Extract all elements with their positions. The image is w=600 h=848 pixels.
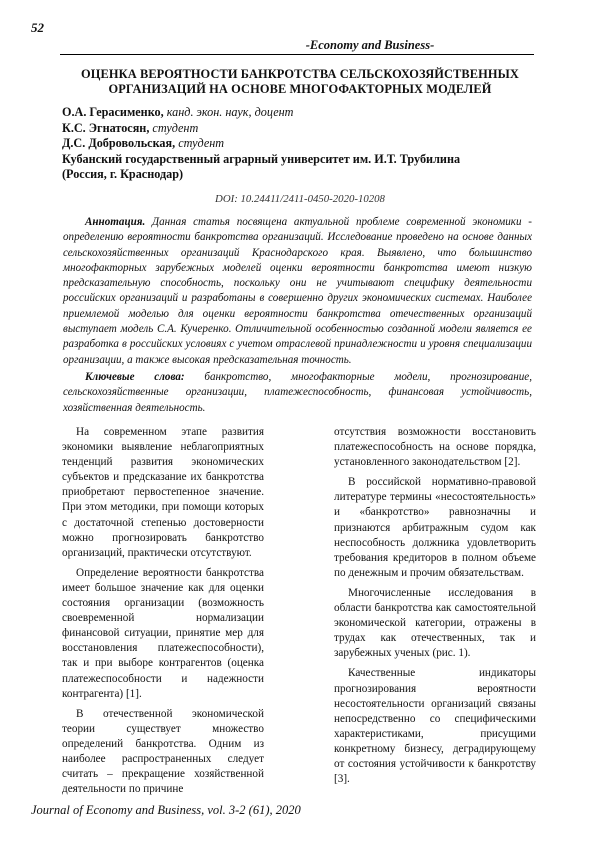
author-3: [62, 136, 560, 152]
affiliation-line-2: (Россия, г. Краснодар): [62, 167, 184, 182]
right-column: [334, 425, 536, 786]
page-number: 52: [31, 20, 44, 35]
paragraph: В российской нормативно-правовой литературе термины «несостоятельность» и «банкротство» равнозначны и признаются арбитражным судом как неспособность должника удовлетворить требования кредиторов в полном объеме по денежным и прочим обязательствам.: [334, 476, 536, 579]
author-name: О.А. Герасименко,: [62, 105, 164, 119]
header-rule: [60, 54, 534, 55]
title-line-1: ОЦЕНКА ВЕРОЯТНОСТИ БАНКРОТСТВА СЕЛЬСКОХОЗЯЙСТВЕННЫХ: [81, 67, 519, 81]
paragraph: На современном этапе развития экономики выявление неблагоприятных тенденций развития экономических субъектов и предсказание их банкротства приобретают первостепенное значение. При этом методики, при помощи которых с достаточной степенью достоверности можно прогнозировать банкротство организаций, практически отсутствуют.: [62, 426, 264, 559]
author-1: [62, 105, 560, 121]
affiliation-line-1: Кубанский государственный аграрный университет им. И.Т. Трубилина: [62, 151, 461, 166]
paragraph: Качественные индикаторы прогнозирования вероятности несостоятельности организаций связаны непосредственно со специфическими характеристиками, присущими конкретному бизнесу, деградирующему от состояния устойчивости к банкротству [3].: [334, 667, 536, 786]
author-role: студент: [149, 120, 199, 135]
abstract-text: Данная статья посвящена актуальной проблеме современной экономики - определению вероятности банкротства организаций. Исследование проведено на основе данных сельскохозяйственных организаций Краснодарского края. Выявлено, что большинство многофакторных зарубежных моделей оценки вероятности банкротства имеют низкую предсказательную способность, поскольку они не учитывают специфику деятельности российских организаций и разработаны в совершенно других экономических системах. Наиболее приемлемой моделью для оценки вероятности банкротства отечественных организаций выступает модель С.А. Кучеренко. Отличительной особенностью созданной модели является ее разработка в российских условиях с учетом отраслевой принадлежности и уровня специализации организации, а также высокая предсказательная точность.: [63, 216, 532, 366]
paragraph: Определение вероятности банкротства имеет большое значение как для оценки состояния организации (возможность своевременной нормализации финансовой ситуации, принятие мер для восстановления платежеспособности), так и при выборе контрагентов (оценка платежеспособности и надежности контрагента) [1].: [62, 566, 264, 700]
left-column: [62, 425, 264, 796]
abstract-label: Аннотация.: [85, 216, 146, 228]
title-line-2: ОРГАНИЗАЦИЙ НА ОСНОВЕ МНОГОФАКТОРНЫХ МОДЕЛЕЙ: [108, 81, 492, 96]
abstract: [63, 215, 532, 368]
running-head: -Economy and Business-: [305, 38, 435, 52]
paragraph: Многочисленные исследования в области банкротства как самостоятельной экономической категории, отражены в трудах как отечественных, так и зарубежных ученых (рис. 1).: [334, 586, 536, 660]
author-name: Д.С. Добровольская,: [62, 136, 176, 151]
keywords: [63, 370, 532, 416]
article-title: [56, 67, 544, 96]
author-2: [62, 121, 560, 137]
author-name: К.С. Эгнатосян,: [62, 120, 150, 135]
author-role: студент: [175, 136, 225, 151]
keywords-label: Ключевые слова:: [85, 371, 185, 383]
journal-footer: Journal of Economy and Business, vol. 3-2 (61), 2020: [31, 803, 301, 817]
paragraph: отсутствия возможности восстановить платежеспособность на основе порядка, установленного законодательством [2].: [334, 426, 536, 469]
paragraph: В отечественной экономической теории существует множество определений банкротства. Одним из наиболее распространенных следует считать – прекращение хозяйственной деятельности по причине: [62, 707, 264, 796]
keywords-text: банкротство, многофакторные модели, прогнозирование, сельскохозяйственные организации, платежеспособность, финансовая устойчивость, хозяйственная деятельность.: [63, 371, 532, 414]
body-columns: [62, 425, 536, 796]
author-role: канд. экон. наук, доцент: [163, 105, 294, 119]
author-block: [62, 105, 560, 183]
doi: DOI: 10.24411/2411-0450-2020-10208: [215, 193, 385, 205]
